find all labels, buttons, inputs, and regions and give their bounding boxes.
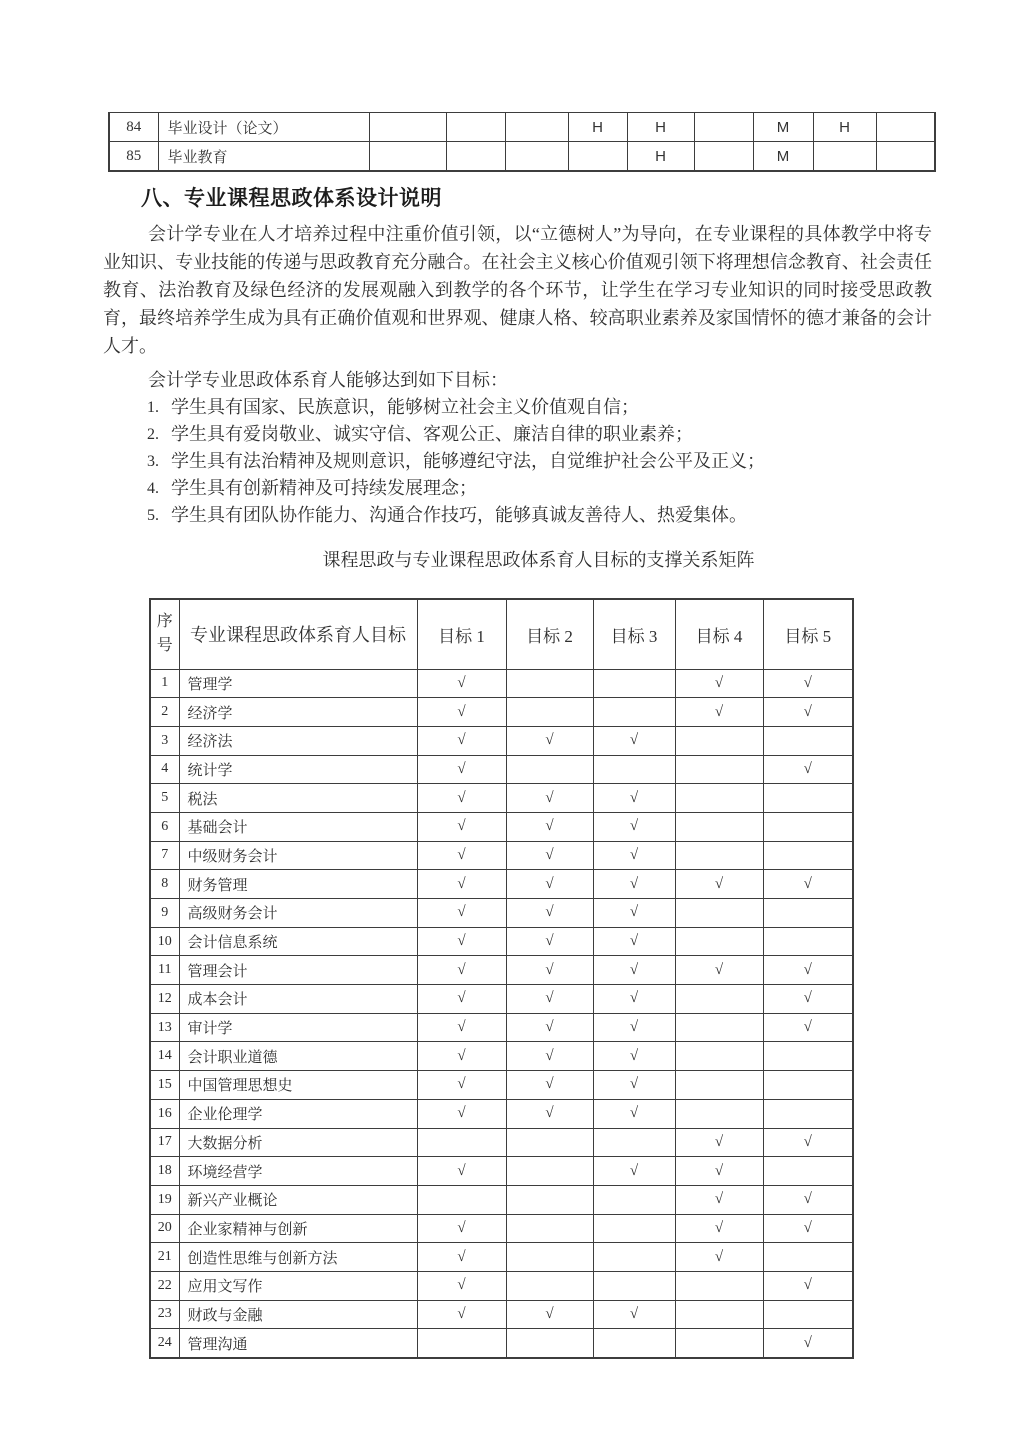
course-name-cell: 环境经营学 <box>179 1157 417 1186</box>
course-name-cell: 新兴产业概论 <box>179 1185 417 1214</box>
empty-cell <box>506 1329 593 1358</box>
checkmark-cell: √ <box>417 698 506 727</box>
course-name-cell: 经济学 <box>179 698 417 727</box>
row-number-cell: 11 <box>150 956 179 985</box>
goal-number: 3. <box>147 453 159 470</box>
empty-cell <box>675 899 763 928</box>
empty-cell <box>506 1214 593 1243</box>
empty-cell <box>675 755 763 784</box>
checkmark-cell: √ <box>763 1185 853 1214</box>
course-name-cell: 管理沟通 <box>179 1329 417 1358</box>
empty-cell <box>763 1157 853 1186</box>
course-row <box>109 142 935 172</box>
empty-cell <box>506 1185 593 1214</box>
course-name-cell: 财政与金融 <box>179 1300 417 1329</box>
row-number-cell: 6 <box>150 812 179 841</box>
goal-item <box>103 394 932 421</box>
empty-cell <box>593 1185 675 1214</box>
checkmark-cell: √ <box>763 985 853 1014</box>
checkmark-cell: √ <box>417 985 506 1014</box>
grade-cell <box>694 142 753 172</box>
checkmark-cell: √ <box>506 1042 593 1071</box>
checkmark-cell: √ <box>506 1071 593 1100</box>
empty-cell <box>763 927 853 956</box>
matrix-table-body <box>150 669 853 1358</box>
intro-paragraph: 会计学专业在人才培养过程中注重价值引领，以“立德树人”为导向，在专业课程的具体教学中将专业知识、专业技能的传递与思政教育充分融合。在社会主义核心价值观引领下将理想信念教育、社会责任教育、法治教育及绿色经济的发展观融入到教学的各个环节，让学生在学习专业知识的同时接受思政教育，最终培养学生成为具有正确价值观和世界观、健康人格、较高职业素养及家国情怀的德才兼备的会计人才。 <box>103 224 932 356</box>
header-index: 序号 <box>150 599 179 669</box>
goal-item <box>103 421 932 448</box>
empty-cell <box>417 1128 506 1157</box>
grade-cell <box>369 142 446 172</box>
checkmark-cell: √ <box>593 812 675 841</box>
goal-text: 学生具有爱岗敬业、诚实守信、客观公正、廉洁自律的职业素养； <box>171 424 693 444</box>
goal-text: 学生具有国家、民族意识，能够树立社会主义价值观自信； <box>171 397 639 417</box>
checkmark-cell: √ <box>417 956 506 985</box>
grade-cell <box>505 142 568 172</box>
matrix-row <box>150 956 853 985</box>
header-goal-1: 目标 1 <box>417 599 506 669</box>
empty-cell <box>763 1300 853 1329</box>
grade-cell <box>876 142 935 172</box>
row-number-cell: 3 <box>150 726 179 755</box>
empty-cell <box>763 1243 853 1272</box>
matrix-row <box>150 784 853 813</box>
continued-course-table-body <box>109 113 935 172</box>
checkmark-cell: √ <box>675 1157 763 1186</box>
empty-cell <box>506 1157 593 1186</box>
row-number-cell: 16 <box>150 1099 179 1128</box>
goals-list <box>103 394 932 529</box>
empty-cell <box>763 812 853 841</box>
checkmark-cell: √ <box>593 899 675 928</box>
checkmark-cell: √ <box>417 1071 506 1100</box>
checkmark-cell: √ <box>506 726 593 755</box>
empty-cell <box>675 927 763 956</box>
checkmark-cell: √ <box>417 755 506 784</box>
course-name-cell: 会计职业道德 <box>179 1042 417 1071</box>
checkmark-cell: √ <box>506 870 593 899</box>
matrix-row <box>150 1128 853 1157</box>
matrix-row <box>150 1214 853 1243</box>
row-number-cell: 15 <box>150 1071 179 1100</box>
empty-cell <box>675 1099 763 1128</box>
empty-cell <box>675 1329 763 1358</box>
course-name-cell: 基础会计 <box>179 812 417 841</box>
checkmark-cell: √ <box>417 669 506 698</box>
checkmark-cell: √ <box>593 1157 675 1186</box>
course-name-cell: 应用文写作 <box>179 1271 417 1300</box>
empty-cell <box>675 812 763 841</box>
checkmark-cell: √ <box>506 1013 593 1042</box>
checkmark-cell: √ <box>506 985 593 1014</box>
matrix-row <box>150 1243 853 1272</box>
checkmark-cell: √ <box>417 1243 506 1272</box>
checkmark-cell: √ <box>675 1214 763 1243</box>
matrix-row <box>150 812 853 841</box>
checkmark-cell: √ <box>417 870 506 899</box>
matrix-row <box>150 1329 853 1358</box>
checkmark-cell: √ <box>593 927 675 956</box>
checkmark-cell: √ <box>593 726 675 755</box>
grade-cell: H <box>813 113 876 142</box>
empty-cell <box>417 1185 506 1214</box>
matrix-row <box>150 669 853 698</box>
empty-cell <box>675 985 763 1014</box>
checkmark-cell: √ <box>763 1214 853 1243</box>
row-number-cell: 22 <box>150 1271 179 1300</box>
checkmark-cell: √ <box>593 841 675 870</box>
grade-cell: H <box>627 142 694 172</box>
goal-item <box>103 475 932 502</box>
goal-number: 5. <box>147 507 159 524</box>
checkmark-cell: √ <box>506 784 593 813</box>
goals-intro: 会计学专业思政体系育人能够达到如下目标： <box>148 370 508 390</box>
matrix-title: 课程思政与专业课程思政体系育人目标的支撑关系矩阵 <box>322 550 755 570</box>
course-name-cell: 创造性思维与创新方法 <box>179 1243 417 1272</box>
course-name-cell: 统计学 <box>179 755 417 784</box>
checkmark-cell: √ <box>593 784 675 813</box>
empty-cell <box>506 755 593 784</box>
empty-cell <box>763 1071 853 1100</box>
row-number-cell: 9 <box>150 899 179 928</box>
checkmark-cell: √ <box>417 1300 506 1329</box>
grade-cell <box>813 142 876 172</box>
empty-cell <box>593 1128 675 1157</box>
checkmark-cell: √ <box>763 698 853 727</box>
checkmark-cell: √ <box>593 1013 675 1042</box>
empty-cell <box>675 784 763 813</box>
checkmark-cell: √ <box>675 669 763 698</box>
empty-cell <box>593 698 675 727</box>
checkmark-cell: √ <box>593 1099 675 1128</box>
empty-cell <box>763 784 853 813</box>
course-name-cell: 财务管理 <box>179 870 417 899</box>
matrix-row <box>150 1013 853 1042</box>
checkmark-cell: √ <box>506 812 593 841</box>
row-number-cell: 12 <box>150 985 179 1014</box>
matrix-row <box>150 870 853 899</box>
empty-cell <box>675 841 763 870</box>
checkmark-cell: √ <box>763 755 853 784</box>
row-number-cell: 24 <box>150 1329 179 1358</box>
matrix-row <box>150 1042 853 1071</box>
continued-course-table <box>108 112 936 172</box>
goal-number: 4. <box>147 480 159 497</box>
header-goal-3: 目标 3 <box>593 599 675 669</box>
matrix-row <box>150 1300 853 1329</box>
checkmark-cell: √ <box>506 1099 593 1128</box>
checkmark-cell: √ <box>506 899 593 928</box>
row-number-cell: 20 <box>150 1214 179 1243</box>
checkmark-cell: √ <box>763 1128 853 1157</box>
row-number-cell: 17 <box>150 1128 179 1157</box>
goal-number: 1. <box>147 399 159 416</box>
empty-cell <box>593 1214 675 1243</box>
checkmark-cell: √ <box>593 956 675 985</box>
checkmark-cell: √ <box>417 784 506 813</box>
checkmark-cell: √ <box>763 956 853 985</box>
empty-cell <box>593 669 675 698</box>
course-name-cell: 高级财务会计 <box>179 899 417 928</box>
matrix-row <box>150 1071 853 1100</box>
row-number-cell: 19 <box>150 1185 179 1214</box>
checkmark-cell: √ <box>675 870 763 899</box>
empty-cell <box>593 755 675 784</box>
empty-cell <box>675 1300 763 1329</box>
checkmark-cell: √ <box>417 1099 506 1128</box>
empty-cell <box>593 1329 675 1358</box>
matrix-row <box>150 1185 853 1214</box>
row-number-cell: 10 <box>150 927 179 956</box>
grade-cell <box>876 113 935 142</box>
checkmark-cell: √ <box>675 1185 763 1214</box>
checkmark-cell: √ <box>417 841 506 870</box>
checkmark-cell: √ <box>763 669 853 698</box>
course-name-cell: 毕业教育 <box>158 142 369 172</box>
empty-cell <box>763 1042 853 1071</box>
course-name-cell: 企业伦理学 <box>179 1099 417 1128</box>
grade-cell: H <box>568 113 627 142</box>
grade-cell <box>446 142 505 172</box>
empty-cell <box>675 1013 763 1042</box>
empty-cell <box>506 1128 593 1157</box>
header-goal-5: 目标 5 <box>763 599 853 669</box>
empty-cell <box>417 1329 506 1358</box>
checkmark-cell: √ <box>417 1271 506 1300</box>
course-name-cell: 经济法 <box>179 726 417 755</box>
checkmark-cell: √ <box>417 726 506 755</box>
course-name-cell: 企业家精神与创新 <box>179 1214 417 1243</box>
empty-cell <box>763 726 853 755</box>
grade-cell: M <box>753 142 813 172</box>
course-name-cell: 管理会计 <box>179 956 417 985</box>
section-heading: 八、专业课程思政体系设计说明 <box>141 187 442 210</box>
checkmark-cell: √ <box>675 956 763 985</box>
grade-cell: H <box>627 113 694 142</box>
course-name-cell: 会计信息系统 <box>179 927 417 956</box>
goal-text: 学生具有团队协作能力、沟通合作技巧，能够真诚友善待人、热爱集体。 <box>171 505 747 525</box>
row-number-cell: 8 <box>150 870 179 899</box>
grade-cell <box>446 113 505 142</box>
row-number-cell: 18 <box>150 1157 179 1186</box>
matrix-row <box>150 1099 853 1128</box>
header-goal-4: 目标 4 <box>675 599 763 669</box>
course-row <box>109 113 935 142</box>
course-name-cell: 中国管理思想史 <box>179 1071 417 1100</box>
header-course: 专业课程思政体系育人目标 <box>179 599 417 669</box>
checkmark-cell: √ <box>763 1013 853 1042</box>
checkmark-cell: √ <box>417 1214 506 1243</box>
empty-cell <box>675 1042 763 1071</box>
goal-item <box>103 448 932 475</box>
goal-number: 2. <box>147 426 159 443</box>
checkmark-cell: √ <box>506 956 593 985</box>
empty-cell <box>675 726 763 755</box>
goal-text: 学生具有创新精神及可持续发展理念； <box>171 478 477 498</box>
course-name-cell: 成本会计 <box>179 985 417 1014</box>
row-number-cell: 14 <box>150 1042 179 1071</box>
course-name-cell: 税法 <box>179 784 417 813</box>
checkmark-cell: √ <box>593 1300 675 1329</box>
empty-cell <box>675 1271 763 1300</box>
matrix-row <box>150 985 853 1014</box>
empty-cell <box>506 669 593 698</box>
matrix-row <box>150 1271 853 1300</box>
checkmark-cell: √ <box>593 1042 675 1071</box>
checkmark-cell: √ <box>417 1042 506 1071</box>
checkmark-cell: √ <box>506 1300 593 1329</box>
row-number-cell: 23 <box>150 1300 179 1329</box>
checkmark-cell: √ <box>593 1071 675 1100</box>
row-number-cell: 13 <box>150 1013 179 1042</box>
empty-cell <box>763 841 853 870</box>
empty-cell <box>675 1071 763 1100</box>
checkmark-cell: √ <box>675 1243 763 1272</box>
empty-cell <box>506 698 593 727</box>
empty-cell <box>763 1099 853 1128</box>
row-number-cell: 2 <box>150 698 179 727</box>
checkmark-cell: √ <box>506 841 593 870</box>
checkmark-cell: √ <box>593 985 675 1014</box>
course-name-cell: 毕业设计（论文） <box>158 113 369 142</box>
matrix-row <box>150 755 853 784</box>
matrix-table <box>149 598 854 1359</box>
text-block <box>103 220 932 529</box>
row-number-cell: 4 <box>150 755 179 784</box>
checkmark-cell: √ <box>506 927 593 956</box>
course-name-cell: 中级财务会计 <box>179 841 417 870</box>
matrix-header-row <box>150 599 853 669</box>
course-number-cell: 85 <box>109 142 158 172</box>
row-number-cell: 7 <box>150 841 179 870</box>
grade-cell <box>369 113 446 142</box>
checkmark-cell: √ <box>417 812 506 841</box>
empty-cell <box>593 1243 675 1272</box>
course-name-cell: 管理学 <box>179 669 417 698</box>
checkmark-cell: √ <box>417 899 506 928</box>
row-number-cell: 1 <box>150 669 179 698</box>
empty-cell <box>506 1243 593 1272</box>
matrix-row <box>150 1157 853 1186</box>
checkmark-cell: √ <box>763 1271 853 1300</box>
grade-cell <box>694 113 753 142</box>
row-number-cell: 5 <box>150 784 179 813</box>
grade-cell <box>568 142 627 172</box>
empty-cell <box>593 1271 675 1300</box>
header-goal-2: 目标 2 <box>506 599 593 669</box>
matrix-row <box>150 899 853 928</box>
course-number-cell: 84 <box>109 113 158 142</box>
row-number-cell: 21 <box>150 1243 179 1272</box>
checkmark-cell: √ <box>675 1128 763 1157</box>
course-name-cell: 大数据分析 <box>179 1128 417 1157</box>
checkmark-cell: √ <box>417 1157 506 1186</box>
matrix-row <box>150 841 853 870</box>
empty-cell <box>763 899 853 928</box>
checkmark-cell: √ <box>417 927 506 956</box>
empty-cell <box>506 1271 593 1300</box>
goal-item <box>103 502 932 529</box>
course-name-cell: 审计学 <box>179 1013 417 1042</box>
checkmark-cell: √ <box>417 1013 506 1042</box>
goal-text: 学生具有法治精神及规则意识，能够遵纪守法，自觉维护社会公平及正义； <box>171 451 765 471</box>
checkmark-cell: √ <box>593 870 675 899</box>
checkmark-cell: √ <box>763 870 853 899</box>
checkmark-cell: √ <box>675 698 763 727</box>
matrix-row <box>150 698 853 727</box>
grade-cell: M <box>753 113 813 142</box>
matrix-row <box>150 927 853 956</box>
grade-cell <box>505 113 568 142</box>
checkmark-cell: √ <box>763 1329 853 1358</box>
matrix-row <box>150 726 853 755</box>
